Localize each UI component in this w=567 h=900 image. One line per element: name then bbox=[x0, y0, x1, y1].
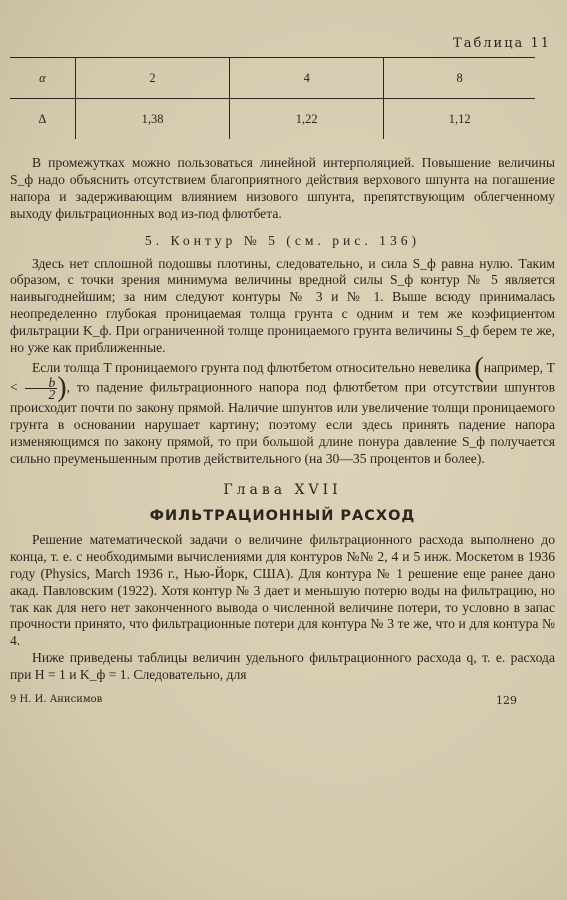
paragraph-3 bbox=[10, 352, 555, 468]
table-cell: 8 bbox=[384, 58, 535, 99]
table-cell: 2 bbox=[75, 58, 229, 99]
fraction bbox=[25, 375, 58, 403]
table-cell: 4 bbox=[230, 58, 384, 99]
table-cell: Δ bbox=[38, 111, 47, 126]
data-table bbox=[10, 57, 535, 139]
paren-open: ( bbox=[474, 352, 484, 384]
paragraph-1: В промежутках можно пользоваться линейной интерполяцией. Повышение величины S_ф надо объяснить отсутствием благоприятного действия верхового шпунта на погашение напора и задерживающим влиянием низового шпунта, препятствующим облегченному выходу фильтрационных вод из-под флютбета. bbox=[10, 155, 555, 221]
paragraph-2: Здесь нет сплошной подошвы плотины, следовательно, и сила S_ф равна нулю. Таким образом, с точки зрения минимума величины вредной силы S_ф контур № 5 является наивыгоднейшим; за ним следуют контуры № 3 и № 1. Выше всюду принималась неопределенно глубокая проницаемая толща грунта с одним и тем же коэфициентом фильтрации K_ф. При ограниченной толще проницаемого грунта величины S_ф берем те же, но уже как приближенные. bbox=[10, 255, 555, 356]
fraction-numerator: b bbox=[25, 377, 58, 389]
paragraph-5: Ниже приведены таблицы величин удельного фильтрационного расхода q, т. е. расхода при H = 1 и K_ф = 1. Следовательно, для bbox=[10, 650, 555, 683]
paragraph-3-start: Если толща T проницаемого грунта под флютбетом относительно невелика bbox=[32, 359, 471, 375]
paragraph-3-end: , то падение фильтрационного напора под флютбетом при отсутствии шпунтов происходит почти по закону прямой. Наличие шпунтов или увеличение толщи проницаемого грунта в основании нарушает картину; поэтому если здесь принять падение напора изменяющимся по закону прямой, то при большой длине понура давление S_ф получается сильно преуменьшенным против действительного (на 30—35 процентов и более). bbox=[10, 379, 555, 467]
paren-close: ) bbox=[57, 372, 67, 404]
table-header-row bbox=[10, 58, 535, 99]
page-number: 129 bbox=[496, 694, 517, 708]
paragraph-4: Решение математической задачи о величине фильтрационного расхода выполнено до конца, т. е. с необходимыми вычислениями для контуров №№ 2, 4 и 5 инж. Москетом в 1936 году (Physics, March 1936 г., Нью-Йорк, США). Для контура № 1 решение еще ранее дано акад. Павловским (1922). Хотя контур № 3 дает и меньшую потерю воды на фильтрацию, но так как для него нет законченного вывода о численной величине потери, то условно в запас прочности принято, что фильтрационные потери для контура № 3 те же, что и для контура № 4. bbox=[10, 531, 555, 649]
chapter-heading: Глава XVII bbox=[223, 481, 342, 498]
table-row bbox=[10, 99, 535, 140]
fraction-denominator: 2 bbox=[48, 387, 56, 403]
page-footer bbox=[10, 694, 555, 707]
table-cell: 1,12 bbox=[384, 99, 535, 140]
table-cell: 1,22 bbox=[230, 99, 384, 140]
table-cell: α bbox=[10, 58, 75, 99]
section-heading: 5. Контур № 5 (см. рис. 136) bbox=[144, 232, 421, 248]
chapter-title: ФИЛЬТРАЦИОННЫЙ РАСХОД bbox=[149, 507, 416, 524]
table-cell: 1,38 bbox=[75, 99, 229, 140]
printer-signature: 9 Н. И. Анисимов bbox=[10, 694, 103, 706]
formula-text: например, T < bbox=[10, 359, 555, 395]
table-title: Таблица 11 bbox=[453, 36, 551, 51]
